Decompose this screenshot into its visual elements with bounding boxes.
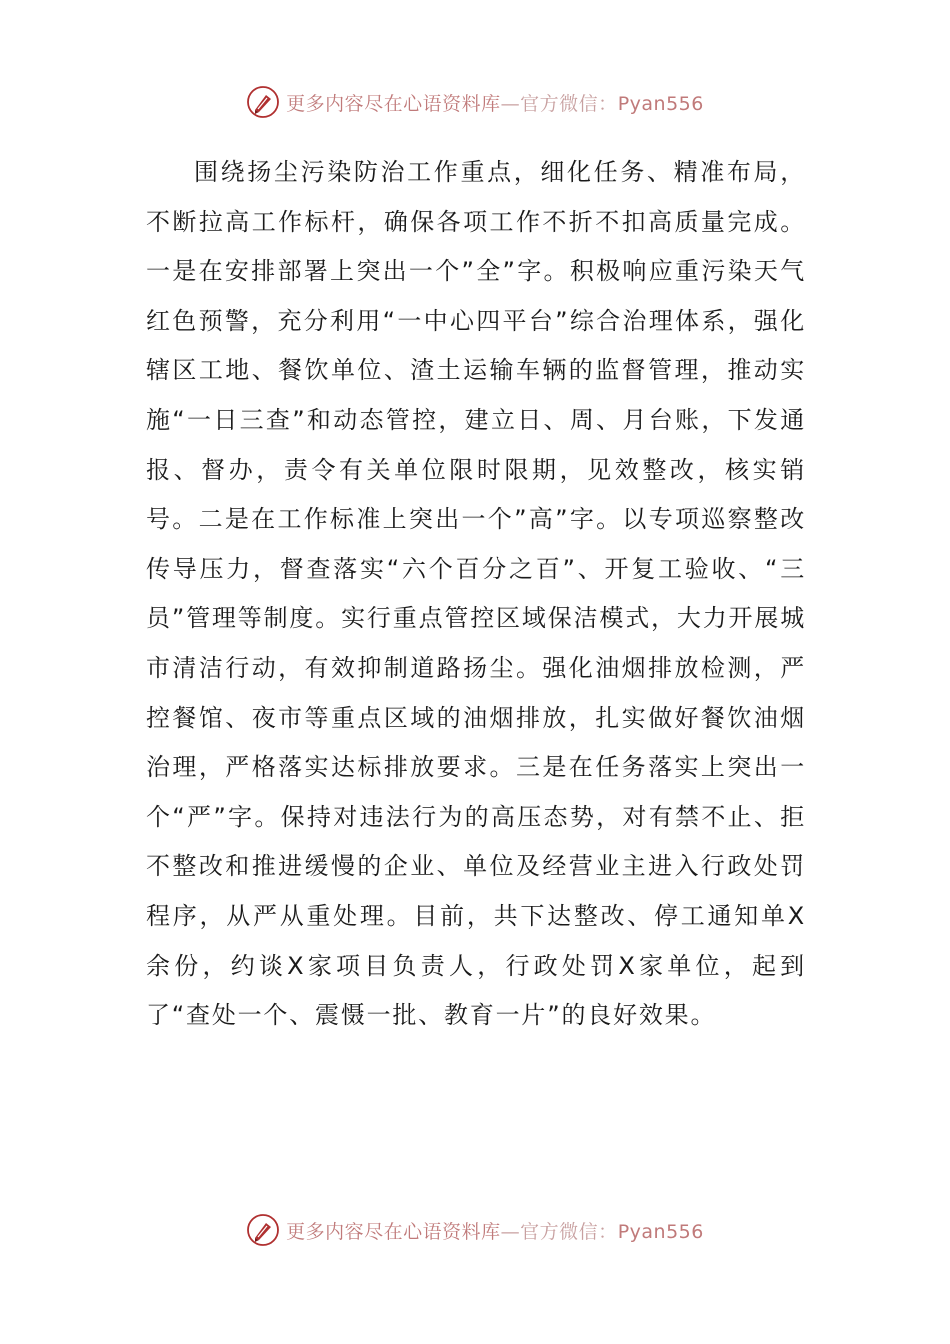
footer-watermark (0, 1210, 950, 1250)
watermark-text: 更多内容尽在心语资料库—官方微信：Pyan556 (286, 1220, 704, 1243)
pen-nib-logo-icon (246, 1213, 280, 1247)
watermark-text: 更多内容尽在心语资料库—官方微信：Pyan556 (286, 92, 704, 115)
header-watermark (0, 82, 950, 122)
pen-nib-logo-icon (246, 85, 280, 119)
document-paragraph: 围绕扬尘污染防治工作重点，细化任务、精准布局，不断拉高工作标杆，确保各项工作不折不扣高质量完成。一是在安排部署上突出一个”全”字。积极响应重污染天气红色预警，充分利用“一中心四平台”综合治理体系，强化辖区工地、餐饮单位、渣土运输车辆的监督管理，推动实施“一日三查”和动态管控，建立日、周、月台账，下发通报、督办，责令有关单位限时限期，见效整改，核实销号。二是在工作标准上突出一个”高”字。以专项巡察整改传导压力，督查落实“六个百分之百”、开复工验收、“三员”管理等制度。实行重点管控区域保洁模式，大力开展城市清洁行动，有效抑制道路扬尘。强化油烟排放检测，严控餐馆、夜市等重点区域的油烟排放，扎实做好餐饮油烟治理，严格落实达标排放要求。三是在任务落实上突出一个“严”字。保持对违法行为的高压态势，对有禁不止、拒不整改和推进缓慢的企业、单位及经营业主进入行政处罚程序，从严从重处理。目前，共下达整改、停工通知单X余份，约谈X家项目负责人，行政处罚X家单位，起到了“查处一个、震慑一批、教育一片”的良好效果。 (146, 158, 806, 1030)
